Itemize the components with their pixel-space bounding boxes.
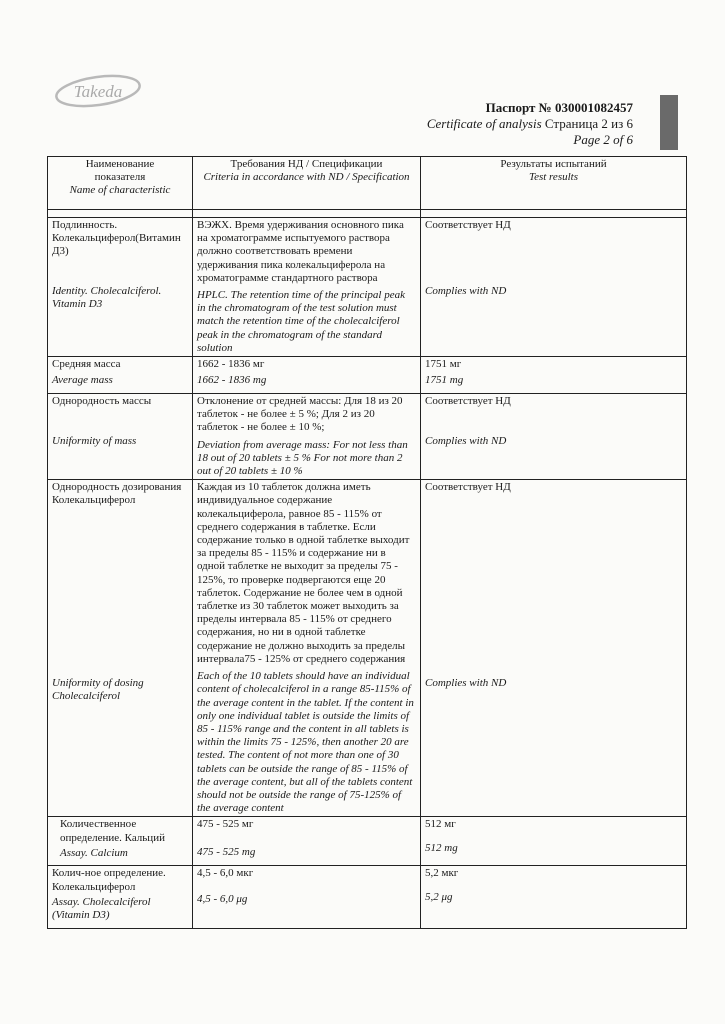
result-cell [421,866,687,929]
header-criteria-ru: Требования НД / Спецификации [230,158,383,170]
criteria-ru: 475 - 525 мг [197,818,254,831]
criteria-en: Deviation from average mass: For not less than 18 out of 20 tablets ± 5 % For not more than 2 out of 20 tablets ± 10 % [197,438,408,478]
logo-text: Takeda [73,82,123,101]
header-name-ru: Наименование показателя [85,158,155,184]
name-cell [48,866,193,929]
result-cell [421,480,687,817]
result-en: 1751 mg [425,374,464,387]
criteria-cell [193,866,421,929]
table-row [48,218,687,357]
criteria-ru: Каждая из 10 таблеток должна иметь индивидуальное содержание колекальциферола, равное 85 - 115% от среднего содержания в таблетке. Если содержание только в одной таблетке выходит за пределы 85 - 115% и содержание ни в одной таблетке не выходит за пределы 75 - 125%, то проверке подвергаются еще 20 таблеток. Содержание не более чем в одной таблетке из 30 таблеток может выходить за пределы интервала 85 - 115% от среднего содержания, но ни в одной таблетке содержание не должно выходить за пределы интервала75 - 125% от среднего содержания [197,481,410,665]
criteria-en: HPLC. The retention time of the principal peak in the chromatogram of the test solution must match the retention time of the cholecalciferol peak in the chromatogram of the standard solution [197,289,405,354]
name-en: Assay. Calcium [60,846,128,859]
header-criteria [193,157,421,210]
table-row [48,866,687,929]
certificate-label: Certificate of analysis [426,116,542,131]
name-en: Average mass [52,374,113,387]
header-results-en: Test results [528,171,578,184]
certificate-line [427,116,633,132]
name-en: Uniformity of dosing Cholecalciferol [52,677,144,703]
name-en: Assay. Cholecalciferol (Vitamin D3) [52,895,151,921]
header-name [48,157,193,210]
table-row [48,480,687,817]
name-cell [48,218,193,357]
result-ru: Соответствует НД [425,481,511,494]
result-cell [421,817,687,866]
name-ru: Колич-ное определение. Колекальциферол [52,867,166,893]
result-en: Complies with ND [425,435,507,448]
name-cell [48,817,193,866]
page-en: Page 2 of 6 [573,132,633,147]
criteria-en: 1662 - 1836 mg [197,374,267,387]
table-header-row [48,157,687,210]
table-row [48,357,687,394]
scan-edge-mark [660,95,678,150]
result-en: 5,2 μg [425,891,453,904]
result-ru: Соответствует НД [425,395,511,408]
criteria-en: 4,5 - 6,0 μg [197,893,248,906]
analysis-table [47,156,687,929]
name-ru: Однородность дозирования Колекальциферол [52,481,182,507]
name-cell [48,480,193,817]
criteria-en: Each of the 10 tablets should have an individual content of cholecalciferol in a range 85-115% of the average content in the tablet. If the content in only one individual tablet is outside the limits of 85 - 115% range and the content in all tablets is within the limits 75 - 125%, then another 20 are tested. The content of not more than one of 30 tablets can be outside the range of 85 - 115% of the average content, but all of the tablets content should not be outside the range of 75-125% of the average content [197,670,414,815]
criteria-ru: Отклонение от средней массы: Для 18 из 20 таблеток - не более ± 5 %; Для 2 из 20 таблеток - не более ± 10 %; [197,395,403,434]
header-criteria-en: Criteria in accordance with ND / Specification [203,171,410,184]
result-en: 512 mg [425,842,458,855]
table-row [48,394,687,480]
result-en: Complies with ND [425,677,507,690]
criteria-cell [193,480,421,817]
criteria-cell [193,394,421,480]
result-cell [421,357,687,394]
passport-number: Паспорт № 030001082457 [485,100,633,115]
name-en: Uniformity of mass [52,435,137,448]
result-ru: 5,2 мкг [425,867,459,880]
result-en: Complies with ND [425,285,507,297]
result-ru: Соответствует НД [425,219,511,231]
name-ru: Однородность массы [52,395,152,408]
header-results-ru: Результаты испытаний [500,158,607,170]
criteria-cell [193,817,421,866]
header-results [421,157,687,210]
name-ru: Подлинность. Колекальциферол(Витамин Д3) [52,219,181,258]
takeda-logo [52,70,144,112]
result-cell [421,218,687,357]
criteria-ru: 1662 - 1836 мг [197,358,265,371]
criteria-ru: ВЭЖХ. Время удерживания основного пика на хроматограмме испытуемого раствора должно соответствовать времени удерживания пика колекальциферола на хроматограмме стандартного раствора [197,219,404,284]
criteria-ru: 4,5 - 6,0 мкг [197,867,254,880]
criteria-en: 475 - 525 mg [197,846,256,859]
name-cell [48,394,193,480]
page-ru: Страница 2 из 6 [544,116,633,131]
result-cell [421,394,687,480]
name-ru: Количественное определение. Кальций [60,818,165,844]
header-name-en: Name of characteristic [69,184,171,197]
criteria-cell [193,218,421,357]
criteria-cell [193,357,421,394]
name-en: Identity. Cholecalciferol. Vitamin D3 [52,285,162,311]
result-ru: 1751 мг [425,358,462,371]
table-row [48,817,687,866]
name-cell [48,357,193,394]
result-ru: 512 мг [425,818,456,831]
name-ru: Средняя масса [52,358,121,371]
spacer-row [48,210,687,218]
